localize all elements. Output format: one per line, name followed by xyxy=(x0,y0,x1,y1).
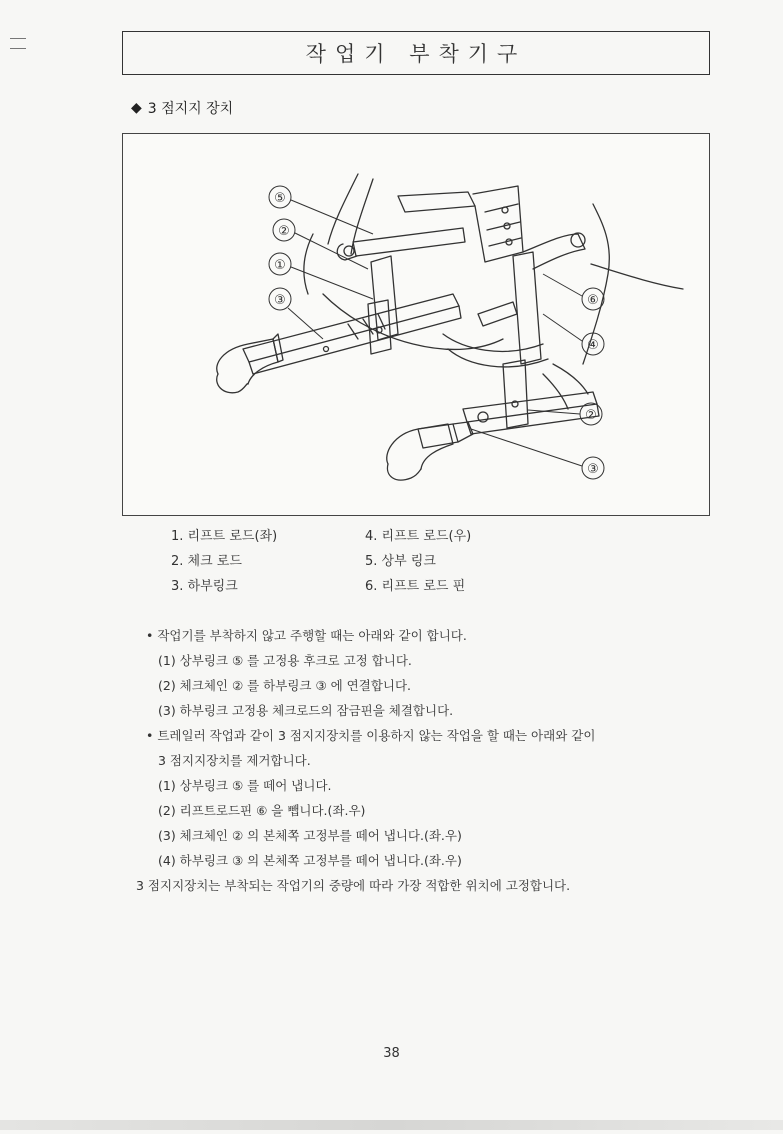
instruction-continuation: 3 점지지장치를 제거합니다. xyxy=(158,753,311,768)
instructions-body xyxy=(136,626,736,901)
legend-item: 2. 체크 로드 xyxy=(171,554,242,569)
instruction-step: (1) 상부링크 ⑤ 를 떼어 냅니다. xyxy=(158,778,332,793)
callout-3-left: ③ xyxy=(274,293,286,308)
callout-3-right: ③ xyxy=(587,462,599,477)
instruction-step: (1) 상부링크 ⑤ 를 고정용 후크로 고정 합니다. xyxy=(158,653,412,668)
instruction-step: (2) 체크체인 ② 를 하부링크 ③ 에 연결합니다. xyxy=(158,678,412,693)
callout-1: ① xyxy=(274,258,286,273)
callout-2-top: ② xyxy=(278,224,290,239)
legend-right-column xyxy=(365,527,471,602)
legend-item: 6. 리프트 로드 핀 xyxy=(365,579,466,594)
callout-5: ⑤ xyxy=(274,191,286,206)
diamond-bullet-icon: ◆ xyxy=(131,100,142,116)
section-heading xyxy=(131,98,233,118)
instruction-bullet: • 트레일러 작업과 같이 3 점지지장치를 이용하지 않는 작업을 할 때는 아래와 같이 xyxy=(146,728,596,743)
scan-bottom-strip xyxy=(0,1120,783,1130)
legend-item: 1. 리프트 로드(좌) xyxy=(171,529,278,544)
instruction-step: (3) 하부링크 고정용 체크로드의 잠금핀을 체결합니다. xyxy=(158,703,454,718)
instruction-note: 3 점지지장치는 부착되는 작업기의 중량에 따라 가장 적합한 위치에 고정합니다. xyxy=(136,878,571,893)
legend-left-column xyxy=(171,527,277,602)
instruction-step: (3) 체크체인 ② 의 본체쪽 고정부를 떼어 냅니다.(좌.우) xyxy=(158,828,462,843)
legend-item: 4. 리프트 로드(우) xyxy=(365,529,472,544)
legend-item: 3. 하부링크 xyxy=(171,579,238,594)
legend-item: 5. 상부 링크 xyxy=(365,554,436,569)
callout-4: ④ xyxy=(587,338,599,353)
page-title: 작업기 부착기구 xyxy=(122,31,710,75)
hitch-illustration xyxy=(123,134,711,517)
callout-6: ⑥ xyxy=(587,293,599,308)
instruction-step: (2) 리프트로드핀 ⑥ 을 뺍니다.(좌.우) xyxy=(158,803,366,818)
page-number: 38 xyxy=(383,1046,400,1061)
scan-edge-mark xyxy=(10,38,26,49)
callout-2-right: ② xyxy=(585,408,597,423)
section-heading-text: 3 점지지 장치 xyxy=(147,101,234,117)
three-point-hitch-figure xyxy=(122,133,710,516)
instruction-bullet: • 작업기를 부착하지 않고 주행할 때는 아래와 같이 합니다. xyxy=(146,628,467,643)
instruction-step: (4) 하부링크 ③ 의 본체쪽 고정부를 떼어 냅니다.(좌.우) xyxy=(158,853,462,868)
